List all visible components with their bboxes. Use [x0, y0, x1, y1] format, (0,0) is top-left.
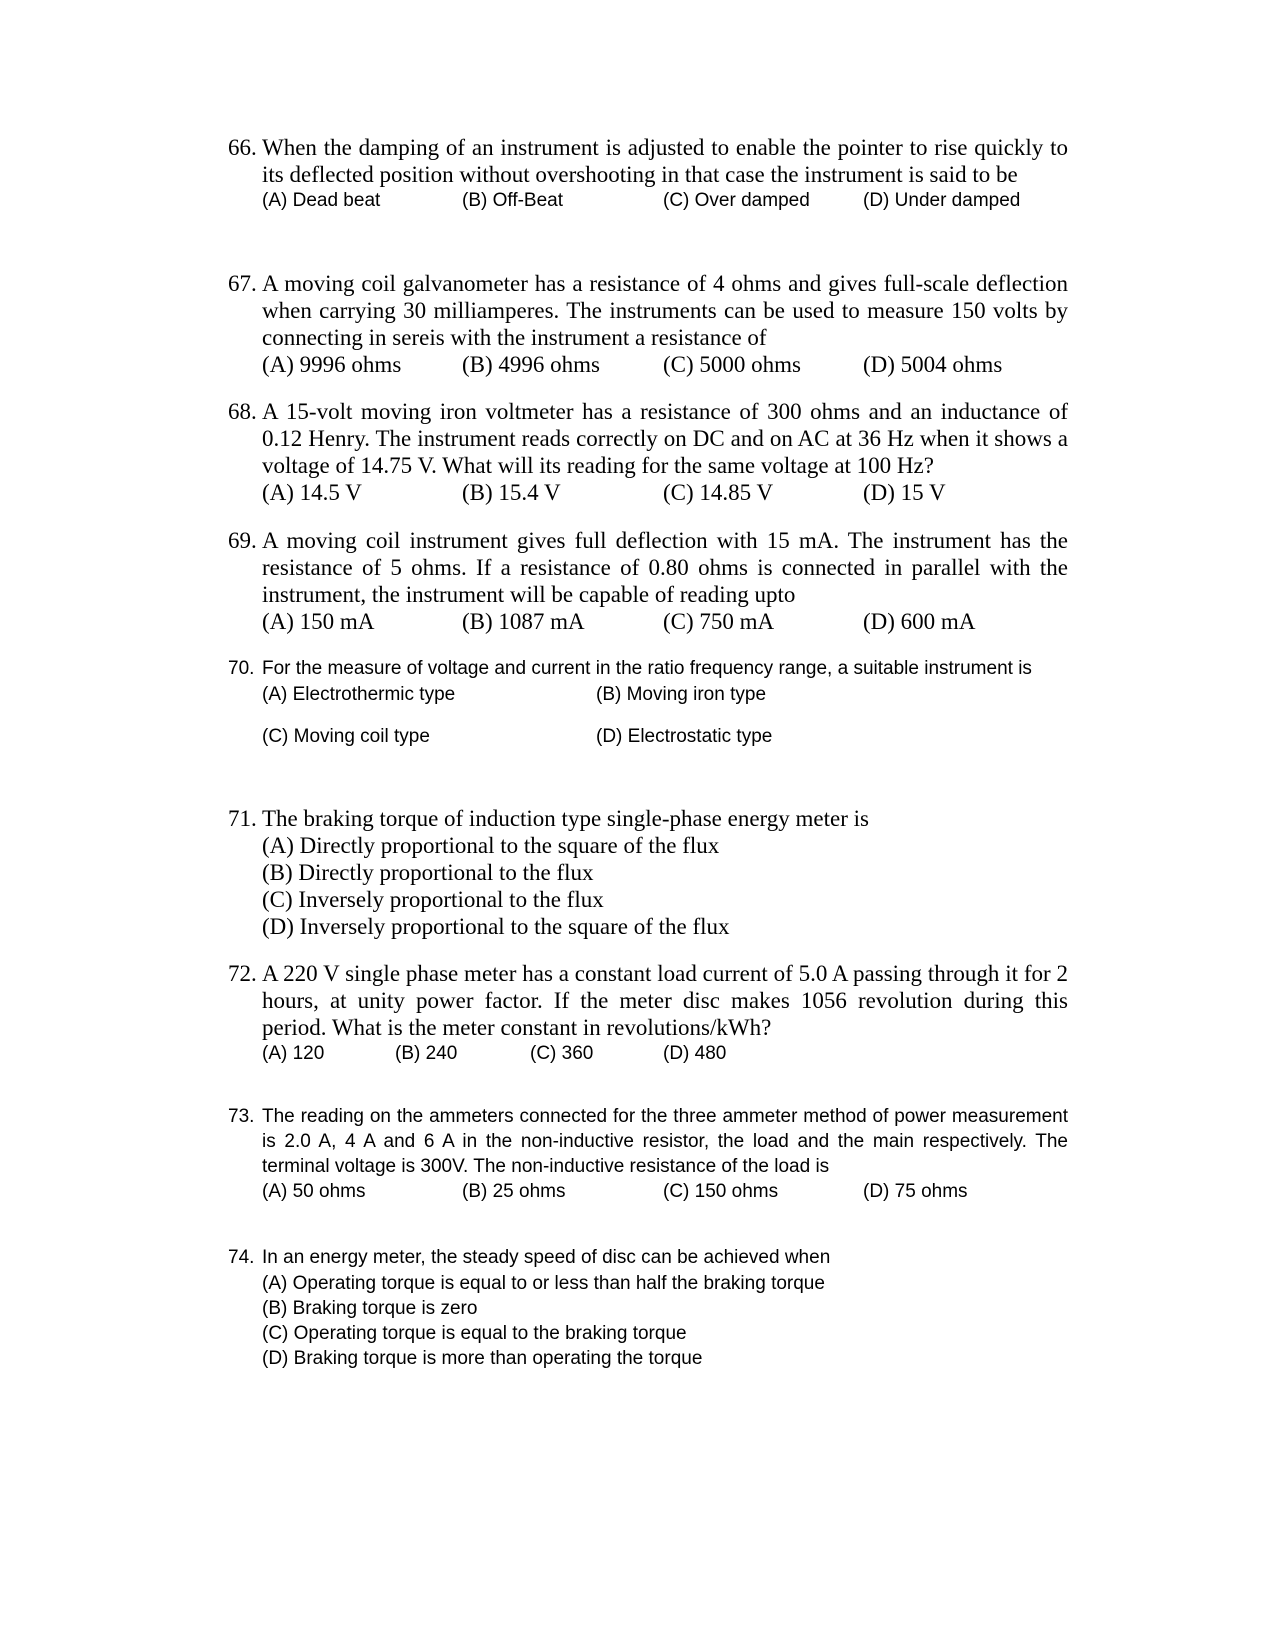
options-row — [262, 608, 1068, 635]
option-a: (A) Operating torque is equal to or less than half the braking torque — [262, 1273, 825, 1294]
option-d: (D) Electrostatic type — [596, 726, 773, 747]
question-number: 70. — [228, 658, 255, 679]
question-stem: The braking torque of induction type single-phase energy meter is — [262, 806, 869, 831]
question-71 — [228, 805, 1068, 940]
option-b: (B) 15.4 V — [462, 480, 561, 505]
question-number: 74. — [228, 1247, 255, 1268]
question-number: 66. — [228, 135, 257, 160]
option-c: (C) Over damped — [663, 190, 810, 211]
option-d: (D) Braking torque is more than operating the torque — [262, 1348, 703, 1369]
question-stem: The reading on the ammeters connected for the three ammeter method of power measurement is 2.0 A, 4 A and 6 A in the non-inductive resistor, the load and the main respectively. The terminal voltage is 300V. The non-inductive resistance of the load is — [262, 1106, 1068, 1177]
question-69 — [228, 527, 1068, 635]
question-67 — [228, 270, 1068, 378]
options-row — [262, 1041, 1068, 1068]
options-row — [262, 1179, 1068, 1206]
option-b: (B) Braking torque is zero — [262, 1298, 478, 1319]
option-b: (B) 25 ohms — [462, 1181, 566, 1202]
question-70 — [228, 656, 1068, 751]
option-c: (C) 5000 ohms — [663, 352, 801, 377]
options-list — [262, 1271, 1068, 1371]
option-d: (D) 5004 ohms — [863, 352, 1003, 377]
option-d: (D) 15 V — [863, 480, 946, 505]
option-d: (D) 75 ohms — [863, 1181, 968, 1202]
option-a: (A) 120 — [262, 1043, 325, 1064]
option-d: (D) Under damped — [863, 190, 1021, 211]
option-b: (B) Directly proportional to the flux — [262, 860, 594, 885]
option-c: (C) Moving coil type — [262, 726, 430, 747]
question-number: 68. — [228, 399, 257, 424]
question-number: 67. — [228, 271, 257, 296]
question-number: 69. — [228, 528, 257, 553]
options-row — [262, 724, 1068, 751]
question-stem: A 220 V single phase meter has a constant load current of 5.0 A passing through it for 2 hours, at unity power factor. If the meter disc makes 1056 revolution during this period. What is the meter constant in revolutions/kWh? — [262, 961, 1068, 1040]
options-row — [262, 188, 1068, 215]
option-a: (A) 14.5 V — [262, 480, 362, 505]
question-stem: A moving coil galvanometer has a resistance of 4 ohms and gives full-scale deflection when carrying 30 milliamperes. The instruments can be used to measure 150 volts by connecting in sereis with the instrument a resistance of — [262, 271, 1068, 350]
option-c: (C) 360 — [530, 1043, 594, 1064]
option-c: (C) 14.85 V — [663, 480, 774, 505]
option-c: (C) Inversely proportional to the flux — [262, 887, 604, 912]
question-number: 71. — [228, 806, 257, 831]
option-b: (B) Moving iron type — [596, 684, 767, 705]
option-a: (A) 9996 ohms — [262, 352, 402, 377]
options-row — [262, 682, 1068, 709]
question-72 — [228, 960, 1068, 1068]
option-a: (A) 150 mA — [262, 609, 375, 634]
option-b: (B) 4996 ohms — [462, 352, 600, 377]
option-a: (A) 50 ohms — [262, 1181, 366, 1202]
option-d: (D) 600 mA — [863, 609, 976, 634]
option-a: (A) Electrothermic type — [262, 684, 456, 705]
question-number: 73. — [228, 1106, 255, 1127]
question-74 — [228, 1245, 1068, 1371]
option-b: (B) Off-Beat — [462, 190, 564, 211]
option-b: (B) 1087 mA — [462, 609, 585, 634]
option-a: (A) Dead beat — [262, 190, 381, 211]
question-stem: A moving coil instrument gives full deflection with 15 mA. The instrument has the resistance of 5 ohms. If a resistance of 0.80 ohms is connected in parallel with the instrument, the instrument will be capable of reading upto — [262, 528, 1068, 607]
options-row — [262, 479, 1068, 506]
question-73 — [228, 1104, 1068, 1206]
question-stem: A 15-volt moving iron voltmeter has a resistance of 300 ohms and an inductance of 0.12 Henry. The instrument reads correctly on DC and on AC at 36 Hz when it shows a voltage of 14.75 V. What will its reading for the same voltage at 100 Hz? — [262, 399, 1068, 478]
question-stem: For the measure of voltage and current in the ratio frequency range, a suitable instrument is — [262, 658, 1032, 679]
option-c: (C) Operating torque is equal to the braking torque — [262, 1323, 687, 1344]
option-d: (D) 480 — [663, 1043, 727, 1064]
question-68 — [228, 398, 1068, 506]
option-c: (C) 150 ohms — [663, 1181, 779, 1202]
options-row — [262, 351, 1068, 378]
question-number: 72. — [228, 961, 257, 986]
options-list — [262, 832, 1068, 940]
option-c: (C) 750 mA — [663, 609, 775, 634]
question-66 — [228, 134, 1068, 215]
option-a: (A) Directly proportional to the square of the flux — [262, 833, 720, 858]
option-d: (D) Inversely proportional to the square of the flux — [262, 914, 730, 939]
option-b: (B) 240 — [395, 1043, 458, 1064]
question-stem: When the damping of an instrument is adjusted to enable the pointer to rise quickly to its deflected position without overshooting in that case the instrument is said to be — [262, 135, 1068, 187]
question-stem: In an energy meter, the steady speed of disc can be achieved when — [262, 1247, 831, 1268]
